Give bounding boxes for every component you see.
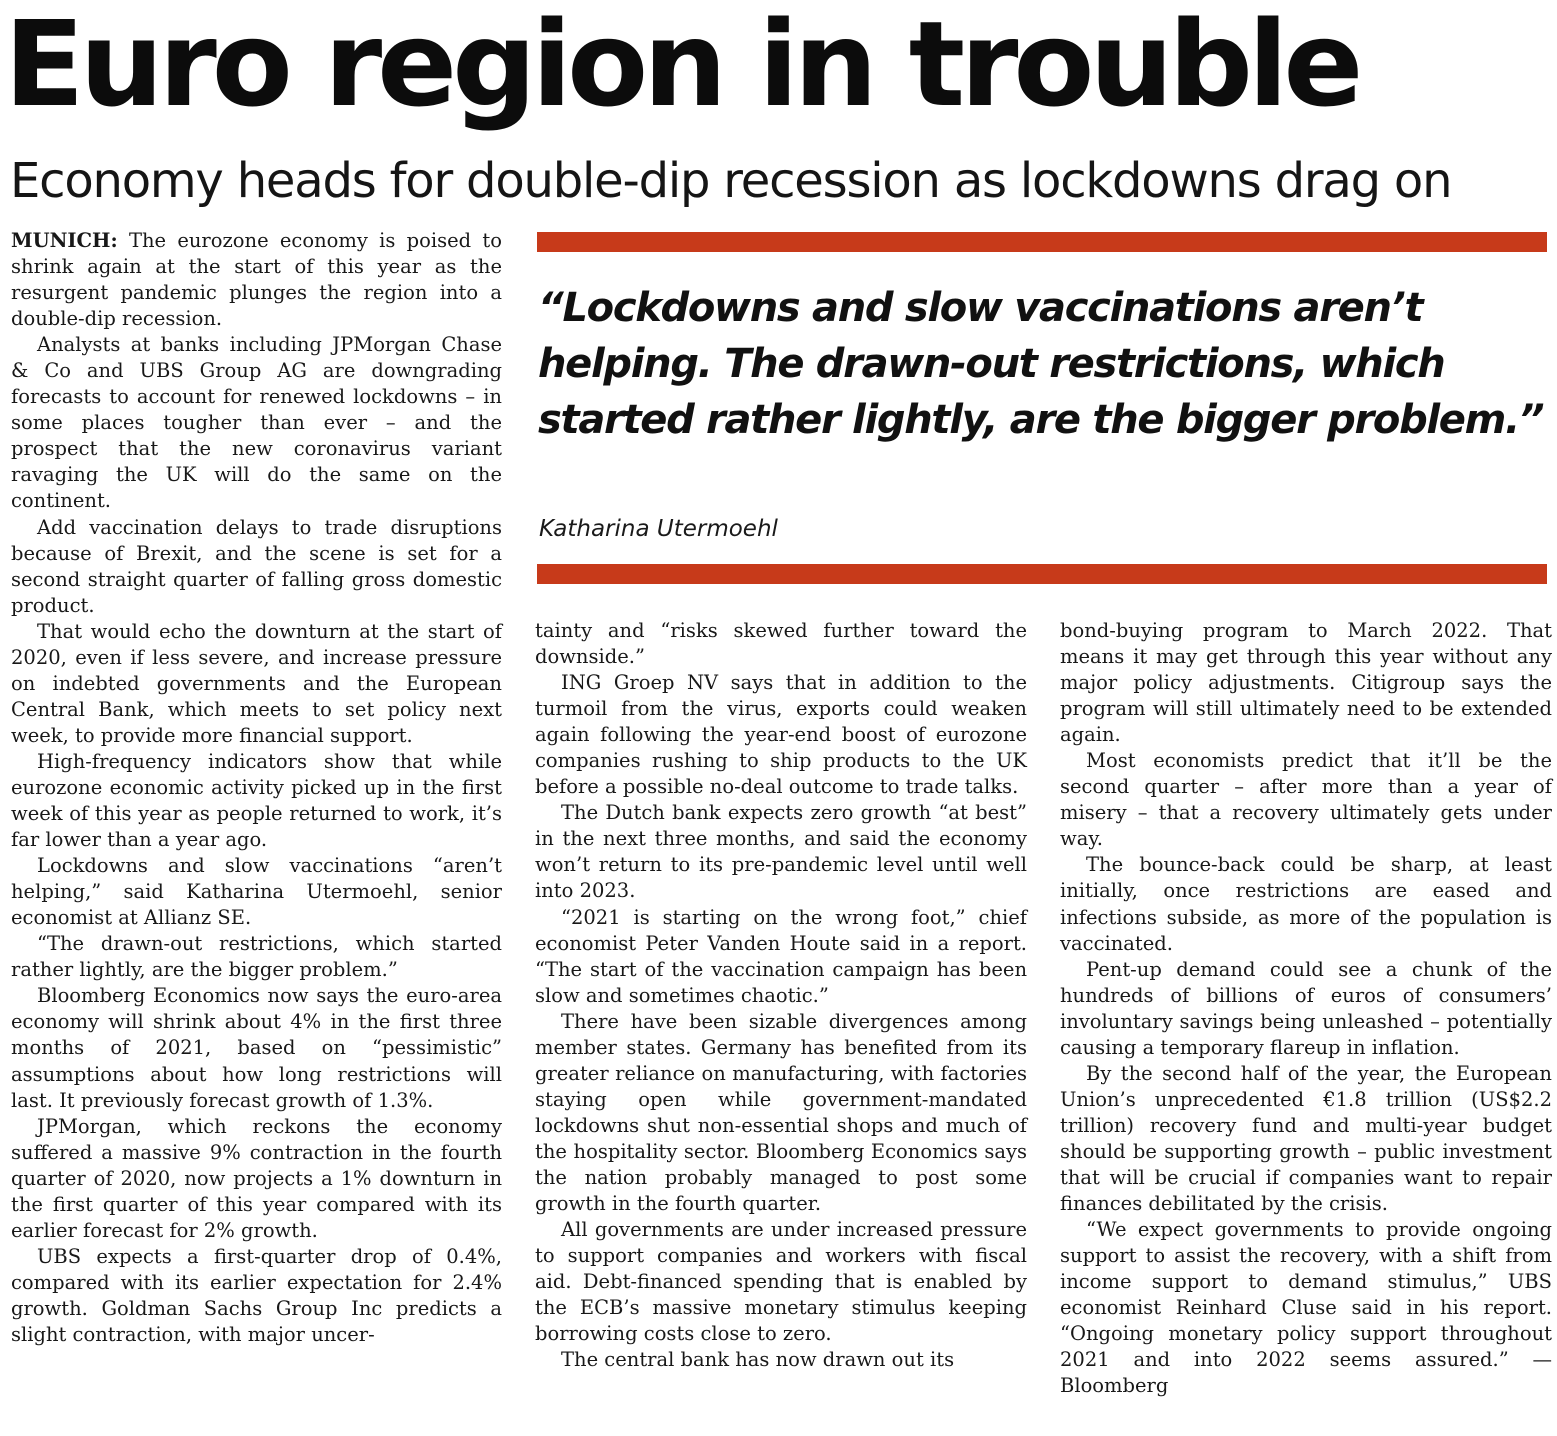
article-paragraph: “2021 is starting on the wrong foot,” chief economist Peter Vanden Houte said in a report. “The start of the vaccination campaign has been slow and sometimes chaotic.” <box>535 905 1027 1007</box>
article-paragraph: By the second half of the year, the European Union’s unprecedented €1.8 trillion (US$2.2 trillion) recovery fund and multi-year budget should be supporting growth – public investment that will be crucial if companies want to repair finances debilitated by the crisis. <box>1060 1061 1552 1216</box>
article-paragraph: tainty and “risks skewed further toward the downside.” <box>535 619 1027 669</box>
article-column-2 <box>535 618 1027 1373</box>
article-paragraph: The bounce-back could be sharp, at least initially, once restrictions are eased and infections subside, as more of the population is vaccinated. <box>1060 853 1552 955</box>
pull-quote-top-rule <box>537 232 1547 252</box>
lead-text: The eurozone economy is poised to shrink again at the start of this year as the resurgent pandemic plunges the region into a double-dip recession. <box>11 229 502 331</box>
article-paragraph: All governments are under increased pressure to support companies and workers with fiscal aid. Debt-financed spending that is enabled by the ECB’s massive monetary stimulus keeping borrowing costs close to zero. <box>535 1218 1027 1346</box>
article-paragraph: Analysts at banks including JPMorgan Chase & Co and UBS Group AG are downgrading forecasts to account for renewed lockdowns – in some places tougher than ever – and the prospect that the new coronavirus variant ravaging the UK will do the same on the continent. <box>11 333 502 513</box>
headline: Euro region in trouble <box>4 0 1359 133</box>
article-column-1 <box>11 228 502 1348</box>
article-column-3 <box>1060 618 1552 1399</box>
article-paragraph: Bloomberg Economics now says the euro-area economy will shrink about 4% in the first three months of 2021, based on “pessimistic” assumptions about how long restrictions will last. It previously forecast growth of 1.3%. <box>11 984 502 1112</box>
article-paragraph: “We expect governments to provide ongoing support to assist the recovery, with a shift from income support to demand stimulus,” UBS economist Reinhard Cluse said in his report. “Ongoing monetary policy support throughout 2021 and into 2022 seems assured.” — Bloomberg <box>1060 1218 1552 1398</box>
article-paragraph: There have been sizable divergences among member states. Germany has benefited from its greater reliance on manufacturing, with factories staying open while government-mandated lockdowns shut non-essential shops and much of the hospitality sector. Bloomberg Economics says the nation probably managed to post some growth in the fourth quarter. <box>535 1009 1027 1216</box>
article-paragraph: Add vaccination delays to trade disruptions because of Brexit, and the scene is set for a second straight quarter of falling gross domestic product. <box>11 515 502 617</box>
article-paragraph: That would echo the downturn at the start of 2020, even if less severe, and increase pressure on indebted governments and the European Central Bank, which meets to set policy next week, to provide more financial support. <box>11 619 502 747</box>
pull-quote-bottom-rule <box>537 564 1547 584</box>
article-paragraph: UBS expects a first-quarter drop of 0.4%, compared with its earlier expectation for 2.4% growth. Goldman Sachs Group Inc predicts a slight contraction, with major uncer- <box>11 1244 502 1346</box>
article-paragraph: “The drawn-out restrictions, which started rather lightly, are the bigger problem.” <box>11 932 502 982</box>
article-paragraph: Pent-up demand could see a chunk of the hundreds of billions of euros of consumers’ involuntary savings being unleashed – potentially causing a temporary flareup in inflation. <box>1060 957 1552 1059</box>
article-paragraph: ING Groep NV says that in addition to the turmoil from the virus, exports could weaken again following the year-end boost of eurozone companies rushing to ship products to the UK before a possible no-deal outcome to trade talks. <box>535 671 1027 799</box>
article-paragraph: Lockdowns and slow vaccinations “aren’t helping,” said Katharina Utermoehl, senior economist at Allianz SE. <box>11 854 502 930</box>
dateline: MUNICH: <box>11 229 118 252</box>
pull-quote-attribution: Katharina Utermoehl <box>539 516 778 542</box>
article-paragraph: The Dutch bank expects zero growth “at best” in the next three months, and said the economy won’t return to its pre-pandemic level until well into 2023. <box>535 801 1027 903</box>
article-paragraph <box>11 228 502 332</box>
article-paragraph: Most economists predict that it’ll be the second quarter – after more than a year of misery – that a recovery ultimately gets under way. <box>1060 749 1552 851</box>
subheadline: Economy heads for double-dip recession as lockdowns drag on <box>10 153 1452 209</box>
article-paragraph: The central bank has now drawn out its <box>561 1348 955 1372</box>
article-paragraph: bond-buying program to March 2022. That means it may get through this year without any major policy adjustments. Citigroup says the program will still ultimately need to be extended again. <box>1060 619 1552 747</box>
pull-quote: “Lockdowns and slow vaccinations aren’t helping. The drawn-out restrictions, which started rather lightly, are the bigger problem.” <box>538 285 1544 443</box>
article-paragraph: High-frequency indicators show that while eurozone economic activity picked up in the first week of this year as people returned to work, it’s far lower than a year ago. <box>11 749 502 852</box>
article-paragraph: JPMorgan, which reckons the economy suffered a massive 9% contraction in the fourth quarter of 2020, now projects a 1% downturn in the first quarter of this year compared with its earlier forecast for 2% growth. <box>11 1114 502 1242</box>
